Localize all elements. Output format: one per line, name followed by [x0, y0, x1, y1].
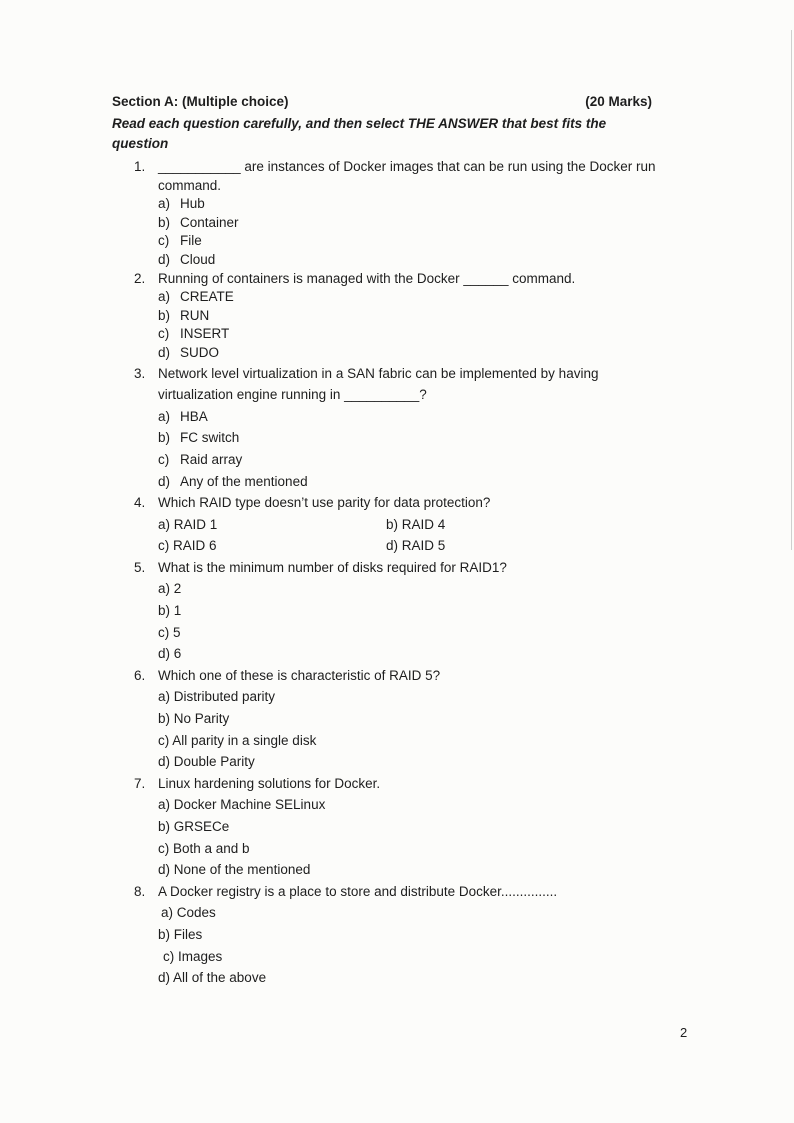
options — [134, 406, 694, 492]
option-d — [158, 251, 694, 270]
options-grid — [134, 514, 694, 557]
spaced-questions — [134, 363, 694, 989]
question-line — [134, 492, 694, 514]
option-d — [158, 471, 694, 493]
option-a: a) 2 — [158, 581, 182, 597]
option-b: b) GRSECe — [158, 819, 230, 834]
option-d: d) All of the above — [158, 970, 267, 986]
question-number: 8. — [134, 883, 146, 899]
section-header — [112, 92, 652, 154]
page-number: 2 — [680, 1025, 688, 1040]
option-text: HBA — [180, 408, 208, 424]
option-c — [158, 232, 694, 251]
question-text: Running of containers is managed with the Docker ______ command. — [158, 270, 576, 286]
option-text: INSERT — [180, 326, 230, 342]
option-text: Hub — [180, 196, 205, 212]
question-1 — [134, 158, 694, 270]
option-text: Any of the mentioned — [180, 473, 308, 489]
question-line — [134, 158, 694, 177]
question-text: Network level virtualization in a SAN fabric can be implemented by having — [158, 365, 599, 381]
option-d — [158, 344, 694, 363]
option-a — [158, 406, 694, 428]
option-letter: b) — [158, 214, 171, 230]
option-a: a) Docker Machine SELinux — [158, 797, 326, 813]
options — [134, 902, 694, 988]
option-b — [158, 307, 694, 326]
option-letter: c) — [158, 233, 170, 249]
section-title-row — [112, 92, 652, 112]
question-text: ___________ are instances of Docker images that can be run using the Docker run — [158, 159, 656, 174]
scan-edge-line — [791, 30, 792, 550]
option-a: a) RAID 1 — [158, 516, 218, 532]
option-letter: c) — [158, 451, 170, 467]
section-marks: (20 Marks) — [585, 94, 652, 109]
option-letter: b) — [158, 430, 171, 446]
question-number: 5. — [134, 559, 146, 575]
question-3 — [134, 363, 694, 493]
option-d: d) RAID 5 — [386, 538, 446, 554]
option-c: c) RAID 6 — [158, 538, 217, 554]
option-text: File — [180, 233, 202, 249]
option-b: b) 1 — [158, 603, 182, 619]
option-letter: a) — [158, 289, 171, 305]
option-text: Raid array — [180, 451, 243, 467]
options — [134, 686, 694, 772]
question-text: Which RAID type doesn’t use parity for data protection? — [158, 495, 491, 511]
question-text: Linux hardening solutions for Docker. — [158, 775, 381, 791]
option-c: c) All parity in a single disk — [158, 732, 317, 748]
options — [134, 794, 694, 880]
question-5 — [134, 557, 694, 665]
question-text: A Docker registry is a place to store and distribute Docker............... — [158, 883, 558, 899]
question-line — [134, 557, 694, 579]
question-number: 6. — [134, 667, 146, 683]
options — [134, 578, 694, 664]
question-number: 7. — [134, 775, 146, 791]
option-c — [158, 325, 694, 344]
question-line — [134, 665, 694, 687]
option-a — [158, 195, 694, 214]
option-letter: a) — [158, 196, 171, 212]
question-7 — [134, 773, 694, 881]
option-text: Cloud — [180, 251, 216, 267]
option-text: Container — [180, 214, 239, 230]
question-list — [134, 158, 694, 989]
question-text: What is the minimum number of disks required for RAID1? — [158, 559, 507, 575]
option-b: b) RAID 4 — [386, 516, 446, 532]
options — [134, 288, 694, 362]
option-letter: d) — [158, 344, 171, 360]
question-number: 3. — [134, 365, 146, 381]
option-a: a) Codes — [161, 905, 216, 921]
option-c: c) Images — [163, 948, 223, 964]
option-letter: d) — [158, 251, 171, 267]
question-line — [134, 773, 694, 795]
question-line — [134, 363, 694, 385]
question-number: 2. — [134, 270, 146, 286]
instructions: Read each question carefully, and then select THE ANSWER that best fits the question — [112, 116, 607, 151]
question-text-continued: command. — [158, 177, 222, 193]
option-letter: b) — [158, 307, 171, 323]
question-6 — [134, 665, 694, 773]
question-number: 1. — [134, 159, 146, 174]
option-b — [158, 214, 694, 233]
question-4 — [134, 492, 694, 557]
option-text: FC switch — [180, 430, 240, 446]
question-line — [134, 881, 694, 903]
option-c: c) 5 — [158, 624, 181, 640]
question-text: Which one of these is characteristic of RAID 5? — [158, 667, 441, 683]
option-a — [158, 288, 694, 307]
option-c — [158, 449, 694, 471]
options — [134, 195, 694, 269]
option-b: b) Files — [158, 926, 203, 942]
option-letter: d) — [158, 473, 171, 489]
option-b: b) No Parity — [158, 711, 230, 727]
option-text: RUN — [180, 307, 210, 323]
option-d: d) Double Parity — [158, 754, 255, 770]
option-text: SUDO — [180, 344, 220, 360]
section-title: Section A: (Multiple choice) — [112, 94, 289, 109]
option-text: CREATE — [180, 289, 234, 305]
question-number: 4. — [134, 495, 146, 511]
question-text-continued: virtualization engine running in __________? — [158, 387, 427, 403]
option-b — [158, 427, 694, 449]
option-letter: c) — [158, 326, 170, 342]
option-d: d) 6 — [158, 646, 182, 662]
option-c: c) Both a and b — [158, 840, 250, 856]
question-8 — [134, 881, 694, 989]
option-letter: a) — [158, 408, 171, 424]
option-a: a) Distributed parity — [158, 689, 276, 705]
question-line — [134, 270, 694, 289]
question-2 — [134, 270, 694, 363]
option-d: d) None of the mentioned — [158, 862, 311, 878]
